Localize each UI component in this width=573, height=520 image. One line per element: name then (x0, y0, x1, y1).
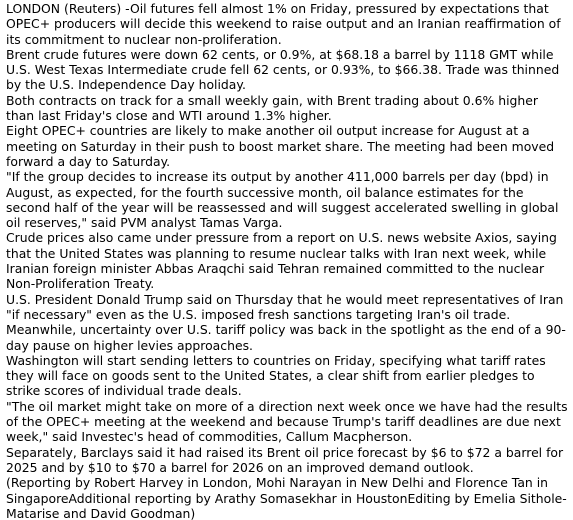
article-paragraph-trump-iran: U.S. President Donald Trump said on Thursday that he would meet representatives of Iran "if necessary" even as the U.S. imposed fresh sanctions targeting Iran's oil trade. (6, 291, 564, 322)
article-paragraph-opec-meeting: Eight OPEC+ countries are likely to make another oil output increase for August at a meeting on Saturday in their push to boost market share. The meeting had been moved forward a day to Saturday. (6, 123, 555, 169)
article-paragraph-analyst-quote: "If the group decides to increase its output by another 411,000 barrels per day (bpd) in August, as expected, for the fourth successive month, oil balance estimates for the second half of the year will be reassessed and will suggest accelerated swelling in global oil reserves," said PVM analyst Tamas Varga. (6, 169, 559, 231)
article-paragraph-investec-quote: "The oil market might take on more of a direction next week once we have had the results of the OPEC+ meeting at the weekend and because Trump's tariff deadlines are due next week," said Investec's head of commodities, Callum Macpherson. (6, 398, 568, 445)
article-paragraph-barclays-forecast: Separately, Barclays said it had raised its Brent oil price forecast by $6 to $72 a barrel for 2025 and by $10 to $70 a barrel for 2026 on an improved demand outlook. (6, 444, 564, 475)
article-paragraph-iran-talks: Crude prices also came under pressure from a report on U.S. news website Axios, saying that the United States was planning to resume nuclear talks with Iran next week, while Iranian foreign minister Abbas Araqchi said Tehran remained committed to the nuclear Non-Proliferation Treaty. (6, 230, 557, 292)
article-paragraph-tariff-uncertainty: Meanwhile, uncertainty over U.S. tariff policy was back in the spotlight as the end of a 90-day pause on higher levies approaches. (6, 322, 566, 353)
article-paragraph-prices: Brent crude futures were down 62 cents, or 0.9%, at $68.18 a barrel by 1118 GMT while U.S. West Texas Intermediate crude fell 62 cents, or 0.93%, to $66.38. Trade was thinned by the U.S. Independence Day holiday. (6, 46, 560, 93)
article-paragraph-weekly-gain: Both contracts on track for a small weekly gain, with Brent trading about 0.6% higher than last Friday's close and WTI around 1.3% higher. (6, 92, 538, 124)
article-paragraph-credits: (Reporting by Robert Harvey in London, Mohi Narayan in New Delhi and Florence Tan in SingaporeAdditional reporting by Arathy Somasekhar in HoustonEditing by Emelia Sithole-Matarise and David Goodman) (6, 475, 567, 520)
article-paragraph-lede: LONDON (Reuters) -Oil futures fell almost 1% on Friday, pressured by expectations that OPEC+ producers will decide this weekend to raise output and an Iranian reaffirmation of its commitment to nuclear non-proliferation. (6, 1, 561, 47)
article-paragraph-tariff-letters: Washington will start sending letters to countries on Friday, specifying what tariff rates they will face on goods sent to the United States, a clear shift from earlier pledges to strike scores of individual trade deals. (6, 352, 546, 399)
